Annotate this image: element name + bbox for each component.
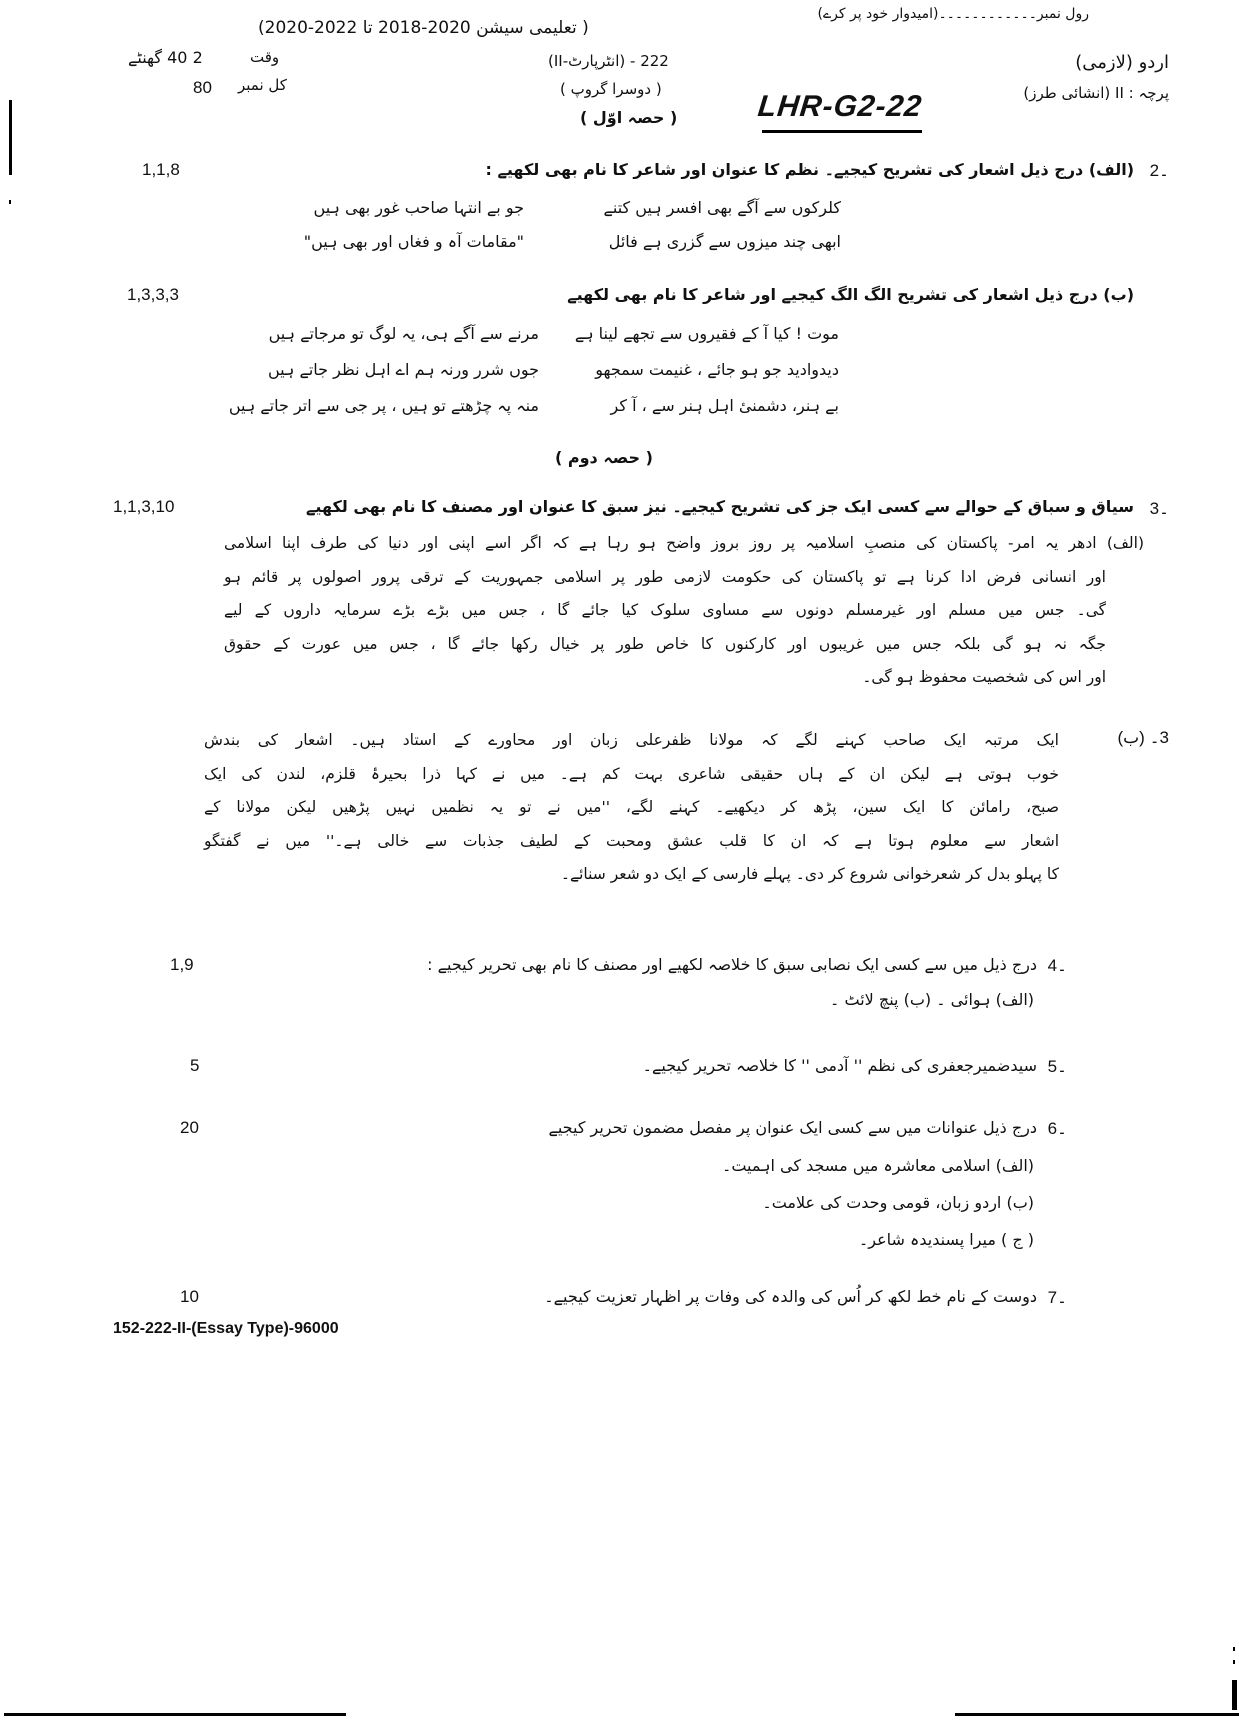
q7-marks: 10 [180,1287,199,1306]
q2b-verse-1-second: مرنے سے آگے ہی، یہ لوگ تو مرجاتے ہیں [268,324,539,343]
q6-instruction: درج ذیل عنوانات میں سے کسی ایک عنوان پر مفصل مضمون تحریر کیجیے [548,1118,1037,1137]
q2a-verse-1-left: جو بے انتہا صاحب غور بھی ہیں [313,198,524,217]
q3a-line: گی۔ جس میں مسلم اور غیرمسلم دونوں سے مساوی سلوک کیا جائے گا ، جس میں بڑے بڑے سرمایہ داروں کے لیے [224,601,1106,619]
bottom-left-rule [4,1713,346,1716]
q2b-instruction: (ب) درج ذیل اشعار کی تشریح الگ الگ کیجیے اور شاعر کا نام بھی لکھیے [567,285,1134,304]
q3a-line: (الف) ادھر یہ امر- پاکستان کی منصبِ اسلامیہ پر روز بروز واضح ہو رہا ہے کہ اگر اسے اپنی اور دنیا کی طرف اپنا اسلامی [224,534,1144,552]
section-2-heading: ( حصہ دوم ) [555,448,653,467]
subject-title: اردو (لازمی) [1075,52,1169,73]
corner-mark [1232,1680,1237,1710]
q3b-label: 3۔ (ب) [1117,728,1169,747]
q3-marks: 1,1,3,10 [113,497,175,516]
q7-instruction: دوست کے نام خط لکھ کر اُس کی والدہ کی وفات پر اظہار تعزیت کیجیے۔ [544,1287,1037,1306]
q2b-verse-1-first: موت ! کیا آ کے فقیروں سے تجھے لینا ہے [574,324,839,343]
q2a-verse-1-right: کلرکوں سے آگے بھی افسر ہیں کتنے [603,198,841,217]
margin-mark [9,200,11,204]
q4-instruction: درج ذیل میں سے کسی ایک نصابی سبق کا خلاصہ لکھیے اور مصنف کا نام بھی تحریر کیجیے : [427,955,1037,974]
q3b-line: کا پہلو بدل کر شعرخوانی شروع کر دی۔ پہلے فارسی کے ایک دو شعر سنائے۔ [560,865,1059,883]
margin-mark [9,100,12,175]
q2b-verse-3-second: منہ پہ چڑھتے تو ہیں ، پر جی سے اتر جاتے ہیں [228,396,539,415]
time-value: 2 40 گھنٹے [128,48,203,67]
corner-dot [1233,1647,1235,1651]
q6-marks: 20 [180,1118,199,1137]
q2a-marks: 1,1,8 [142,160,180,179]
q3-instruction: سیاق و سباق کے حوالے سے کسی ایک جز کی تشریح کیجیے۔ نیز سبق کا عنوان اور مصنف کا نام بھی لکھیے [306,497,1134,516]
q3a-line: اور اس کی شخصیت محفوظ ہو گی۔ [862,668,1106,686]
paper-code: 222 - (انٹرپارٹ-II) [548,52,669,70]
q3a-line: اور انسانی فرض ادا کرنا ہے تو پاکستان کی حکومت لازمی طور پر اسلامی جمہوریت کے ترقی پرور اصولوں پر قائم ہو [224,567,1106,586]
q3b-line: ایک مرتبہ ایک صاحب کہنے لگے کہ مولانا ظفرعلی زبان اور محاورے کے استاد ہیں۔ اشعار کی بندش [204,731,1059,749]
q3a-line: جگہ نہ ہو گی بلکہ جس میں غریبوں اور کارکنوں کا خاص طور پر خیال رکھا جائے گا ، جس میں عورت کے حقوق [224,634,1106,653]
bottom-right-rule [955,1713,1239,1716]
q3-number: 3۔ [1149,499,1169,518]
q7-number: 7۔ [1047,1288,1067,1307]
q2a-instruction: (الف) درج ذیل اشعار کی تشریح کیجیے۔ نظم کا عنوان اور شاعر کا نام بھی لکھیے : [485,160,1134,179]
q2b-verse-2-first: دیدوادید جو ہو جائے ، غنیمت سمجھو [595,360,839,379]
stamp-underline [762,130,922,133]
q2-number: 2۔ [1149,161,1169,180]
q3a-passage [224,527,1144,695]
paper-type: پرچہ : II (انشائی طرز) [1023,84,1169,102]
q6-option-a: (الف) اسلامی معاشرہ میں مسجد کی اہمیت۔ [721,1156,1034,1175]
roll-number-line: رول نمبر۔۔۔۔۔۔۔۔۔۔۔۔(امیدوار خود پر کرے) [817,6,1089,22]
q2b-marks: 1,3,3,3 [127,285,179,304]
q6-number: 6۔ [1047,1119,1067,1138]
q2b-verse-2-second: جوں شرر ورنہ ہم اے اہل نظر جاتے ہیں [268,360,539,379]
total-marks-value: 80 [193,78,212,97]
q4-marks: 1,9 [170,955,194,974]
handwritten-stamp: LHR-G2-22 [756,90,924,123]
q2b-verse-3-first: بے ہنر، دشمنیٔ اہل ہنر سے ، آ کر [610,396,839,415]
section-1-heading: ( حصہ اوّل ) [580,108,678,127]
q6-option-b: (ب) اردو زبان، قومی وحدت کی علامت۔ [762,1193,1034,1212]
marks-label: کل نمبر [238,76,287,94]
q3b-passage [204,724,1059,892]
corner-dot [1233,1660,1235,1664]
group-label: ( دوسرا گروپ ) [560,80,662,98]
q4-number: 4۔ [1047,956,1067,975]
q6-option-c: ( ج ) میرا پسندیدہ شاعر۔ [858,1230,1034,1249]
q3b-line: اشعار سے معلوم ہوتا ہے کہ ان کا قلب عشق ومحبت کے لطیف جذبات سے خالی ہے۔'' میں نے گفتگو [204,831,1059,850]
time-label: وقت [250,48,280,66]
q5-number: 5۔ [1047,1057,1067,1076]
session-line: ( تعلیمی سیشن 2020-2018 تا 2022-2020) [258,18,589,38]
q5-marks: 5 [190,1056,200,1075]
q3b-line: صبح، رامائن کا ایک سین، پڑھ کر دیکھیے۔ کہنے لگے، ''میں نے تو یہ نظمیں نہیں پڑھیں لیکن مولانا کے [204,798,1059,816]
q2a-verse-2-left: "مقامات آہ و فغاں اور بھی ہیں" [303,232,524,251]
q5-instruction: سیدضمیرجعفری کی نظم '' آدمی '' کا خلاصہ تحریر کیجیے۔ [642,1056,1037,1075]
q2a-verse-2-right: ابھی چند میزوں سے گزری ہے فائل [608,232,841,251]
footer-paper-code: 152-222-II-(Essay Type)-96000 [113,1320,339,1337]
q3b-line: خوب ہوتی ہے لیکن ان کے ہاں حقیقی شاعری بہت کم ہے۔ میں نے کہا ذرا بحیرۂ قلزم، لندن کی ایک [204,764,1059,783]
q4-options: (الف) ہوائی ۔ (ب) پنچ لائٹ ۔ [830,990,1034,1009]
